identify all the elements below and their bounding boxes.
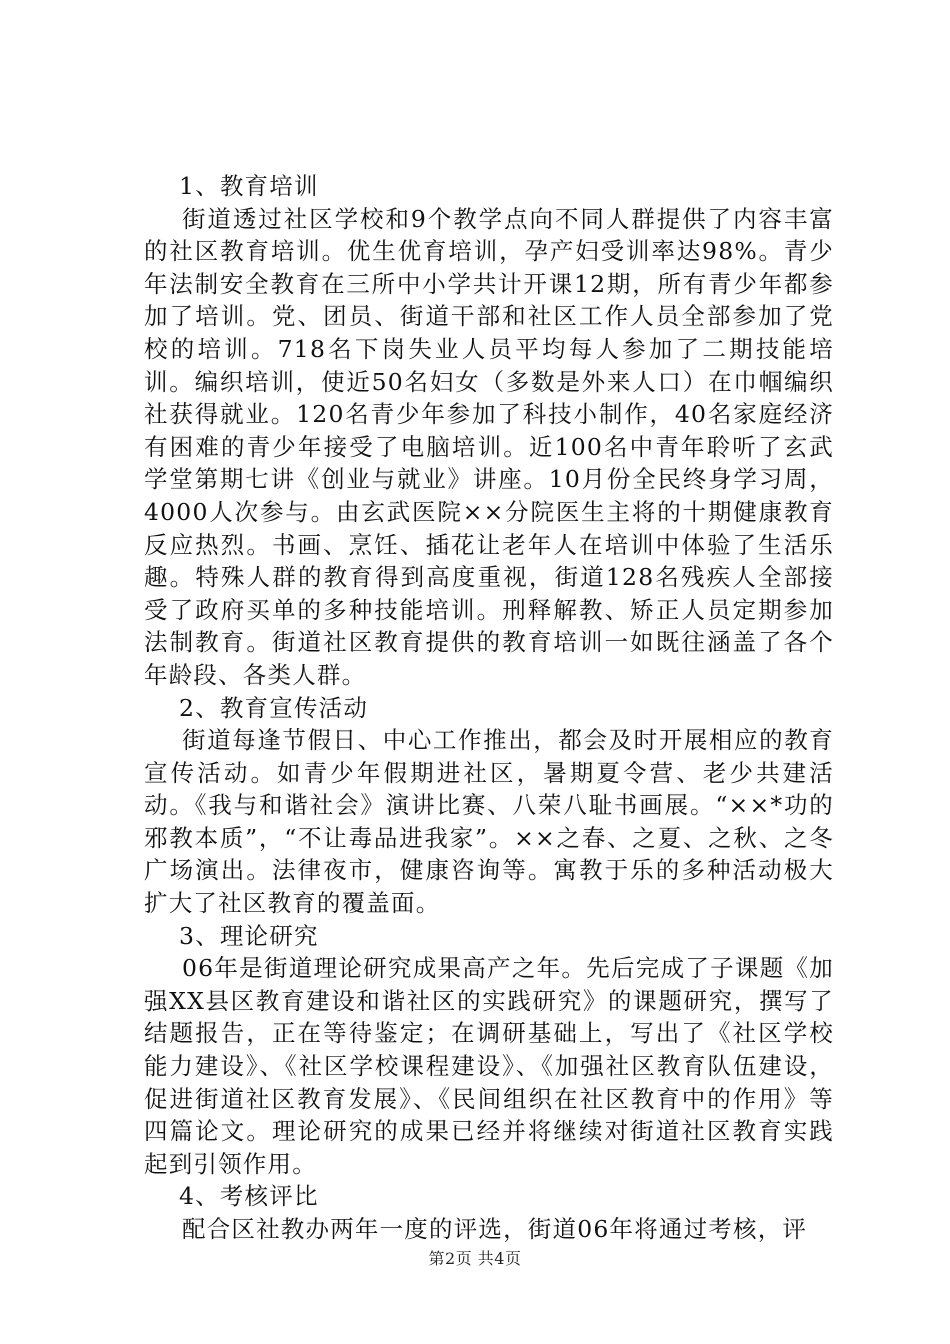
section-paragraph-theory-research: 06年是街道理论研究成果高产之年。先后完成了子课题《加强XX县区教育建设和谐社区的实践研究》的课题研究，撰写了结题报告，正在等待鉴定；在调研基础上，写出了《社区学校能力建设》、《社区学校课程建设》、《加强社区教育队伍建设，促进街道社区教育发展》、《民间组织在社区教育中的作用》等四篇论文。理论研究的成果已经并将继续对街道社区教育实践起到引领作用。 <box>144 954 834 1178</box>
section-paragraph-assessment: 配合区社教办两年一度的评选，街道06年将通过考核，评 <box>182 1215 808 1243</box>
section-heading-publicity-activities: 2、教育宣传活动 <box>179 693 369 722</box>
document-body <box>144 170 834 1246</box>
section-heading-assessment: 4、考核评比 <box>179 1182 319 1211</box>
section-heading-theory-research: 3、理论研究 <box>179 921 319 950</box>
section-paragraph-education-training: 街道透过社区学校和9个教学点向不同人群提供了内容丰富的社区教育培训。优生优育培训，孕产妇受训率达98%。青少年法制安全教育在三所中小学共计开课12期，所有青少年都参加了培训。党、团员、街道干部和社区工作人员全部参加了党校的培训。718名下岗失业人员平均每人参加了二期技能培训。编织培训，使近50名妇女（多数是外来人口）在巾帼编织社获得就业。120名青少年参加了科技小制作，40名家庭经济有困难的青少年接受了电脑培训。近100名中青年聆听了玄武学堂第期七讲《创业与就业》讲座。10月份全民终身学习周，4000人次参与。由玄武医院××分院医生主将的十期健康教育反应热烈。书画、烹饪、插花让老年人在培训中体验了生活乐趣。特殊人群的教育得到高度重视，街道128名残疾人全部接受了政府买单的多种技能培训。刑释解教、矫正人员定期参加法制教育。街道社区教育提供的教育培训一如既往涵盖了各个年龄段、各类人群。 <box>144 204 834 689</box>
section-paragraph-publicity-activities: 街道每逢节假日、中心工作推出，都会及时开展相应的教育宣传活动。如青少年假期进社区，暑期夏令营、老少共建活动。《我与和谐社会》演讲比赛、八荣八耻书画展。“××*功的邪教本质”，“不让毒品进我家”。××之春、之夏、之秋、之冬广场演出。法律夜市，健康咨询等。寓教于乐的多种活动极大扩大了社区教育的覆盖面。 <box>144 726 834 918</box>
page-footer: 第2页 共4页 <box>428 1249 522 1268</box>
section-heading-education-training: 1、教育培训 <box>179 172 319 200</box>
